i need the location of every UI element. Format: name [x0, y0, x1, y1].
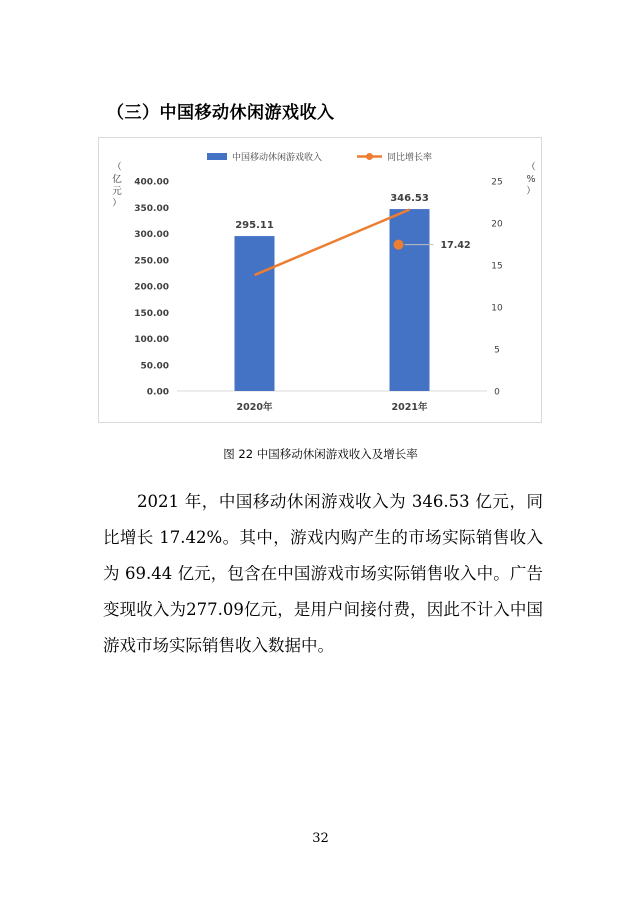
y-axis-left-tick: 350.00 — [134, 203, 169, 214]
y-axis-left-tick: 150.00 — [134, 308, 169, 319]
legend-label-revenue: 中国移动休闲游戏收入 — [232, 153, 323, 163]
y-axis-left-label-char: ） — [112, 198, 122, 209]
y-axis-left-tick: 400.00 — [134, 177, 169, 188]
y-axis-left-label-char: 元 — [112, 186, 122, 197]
y-axis-left-tick: 200.00 — [134, 282, 169, 293]
y-axis-left-tick: 100.00 — [134, 335, 169, 345]
annotation-label: 17.42 — [440, 240, 471, 252]
legend-label-growth: 同比增长率 — [387, 153, 433, 163]
page-number: 32 — [312, 831, 329, 846]
legend-marker-growth — [366, 153, 373, 160]
body-paragraph: 2021 年，中国移动休闲游戏收入为 346.53 亿元，同比增长 17.42%。其中，游戏内购产生的市场实际销售收入为 69.44 亿元，包含在中国游戏市场实际销售收入中。广告变现收入为277.09亿元，是用户间接付费，因此不计入中国游戏市场实际销售收入数据中。 — [103, 492, 543, 655]
bar-revenue — [390, 209, 430, 391]
y-axis-right-tick: 10 — [491, 303, 503, 314]
y-axis-left-tick: 0.00 — [146, 387, 169, 398]
y-axis-left-label-char: （ — [112, 162, 122, 173]
y-axis-left-tick: 300.00 — [134, 230, 169, 240]
y-axis-right-tick: 15 — [491, 261, 503, 272]
revenue-chart — [98, 137, 542, 423]
y-axis-right-tick: 5 — [494, 345, 500, 356]
x-axis-tick: 2021年 — [391, 402, 428, 413]
section-heading: （三）中国移动休闲游戏收入 — [107, 103, 335, 123]
chart-canvas — [99, 138, 543, 424]
y-axis-left-tick: 250.00 — [134, 256, 169, 267]
line-growth-rate — [255, 210, 410, 276]
figure-caption: 图 22 中国移动休闲游戏收入及增长率 — [223, 447, 418, 461]
legend-swatch-revenue — [207, 153, 227, 160]
y-axis-right-tick: 0 — [494, 387, 500, 398]
annotation-marker — [394, 240, 404, 250]
y-axis-right-tick: 20 — [491, 219, 503, 230]
y-axis-right-label-char: （ — [526, 162, 536, 173]
bar-value-label: 295.11 — [235, 220, 274, 232]
bar-value-label: 346.53 — [390, 193, 429, 205]
y-axis-left-tick: 50.00 — [140, 361, 169, 372]
y-axis-left-label-char: 亿 — [112, 174, 122, 185]
y-axis-right-label-char: % — [526, 174, 536, 185]
y-axis-right-label-char: ） — [526, 186, 536, 197]
y-axis-right-tick: 25 — [491, 177, 503, 188]
x-axis-tick: 2020年 — [236, 402, 273, 413]
bar-revenue — [235, 236, 275, 391]
